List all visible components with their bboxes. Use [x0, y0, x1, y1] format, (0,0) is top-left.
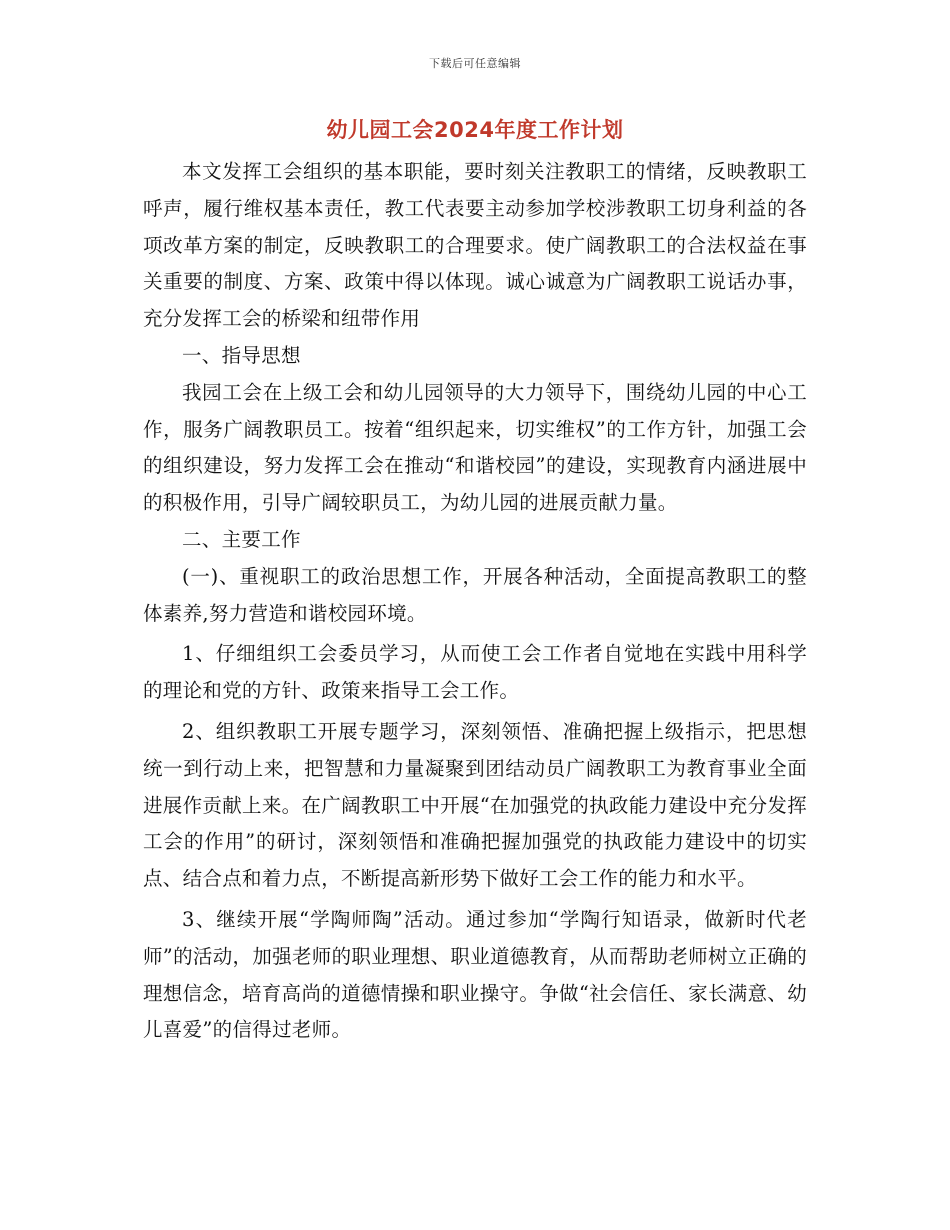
- intro-paragraph: 本文发挥工会组织的基本职能，要时刻关注教职工的情绪，反映教职工呼声，履行维权基本责任，教工代表要主动参加学校涉教职工切身利益的各项改革方案的制定，反映教职工的合理要求。使广阔教职工的合法权益在事关重要的制度、方案、政策中得以体现。诚心诚意为广阔教职工说话办事，充分发挥工会的桥梁和纽带作用: [143, 160, 807, 331]
- work-item-3: 3、继续开展“学陶师陶”活动。通过参加“学陶行知语录，做新时代老师”的活动，加强老师的职业理想、职业道德教育，从而帮助老师树立正确的理想信念，培育高尚的道德情操和职业操守。争做“社会信任、家长满意、幼儿喜爱”的信得过老师。: [143, 907, 807, 1042]
- subsection-heading-political-work: (一)、重视职工的政治思想工作，开展各种活动，全面提高教职工的整体素养,努力营造和谐校园环境。: [143, 564, 807, 625]
- work-item-2: 2、组织教职工开展专题学习，深刻领悟、准确把握上级指示，把思想统一到行动上来，把智慧和力量凝聚到团结动员广阔教职工为教育事业全面进展作贡献上来。在广阔教职工中开展“在加强党的执政能力建设中充分发挥工会的作用”的研讨，深刻领悟和准确把握加强党的执政能力建设中的切实点、结合点和着力点，不断提高新形势下做好工会工作的能力和水平。: [143, 719, 807, 891]
- guiding-ideology-paragraph: 我园工会在上级工会和幼儿园领导的大力领导下，围绕幼儿园的中心工作，服务广阔教职员工。按着“组织起来，切实维权”的工作方针，加强工会的组织建设，努力发挥工会在推动“和谐校园”的建设，实现教育内涵进展中的积极作用，引导广阔较职员工，为幼儿园的进展贡献力量。: [143, 380, 807, 515]
- document-body: [143, 154, 807, 1049]
- page-header-note: 下载后可任意编辑: [429, 57, 521, 70]
- section-heading-guiding-ideology: 一、指导思想: [182, 343, 301, 367]
- work-item-1: 1、仔细组织工会委员学习，从而使工会工作者自觉地在实践中用科学的理论和党的方针、政策来指导工会工作。: [143, 642, 807, 703]
- document-title: 幼儿园工会2024年度工作计划: [326, 118, 624, 142]
- section-heading-main-work: 二、主要工作: [182, 527, 301, 551]
